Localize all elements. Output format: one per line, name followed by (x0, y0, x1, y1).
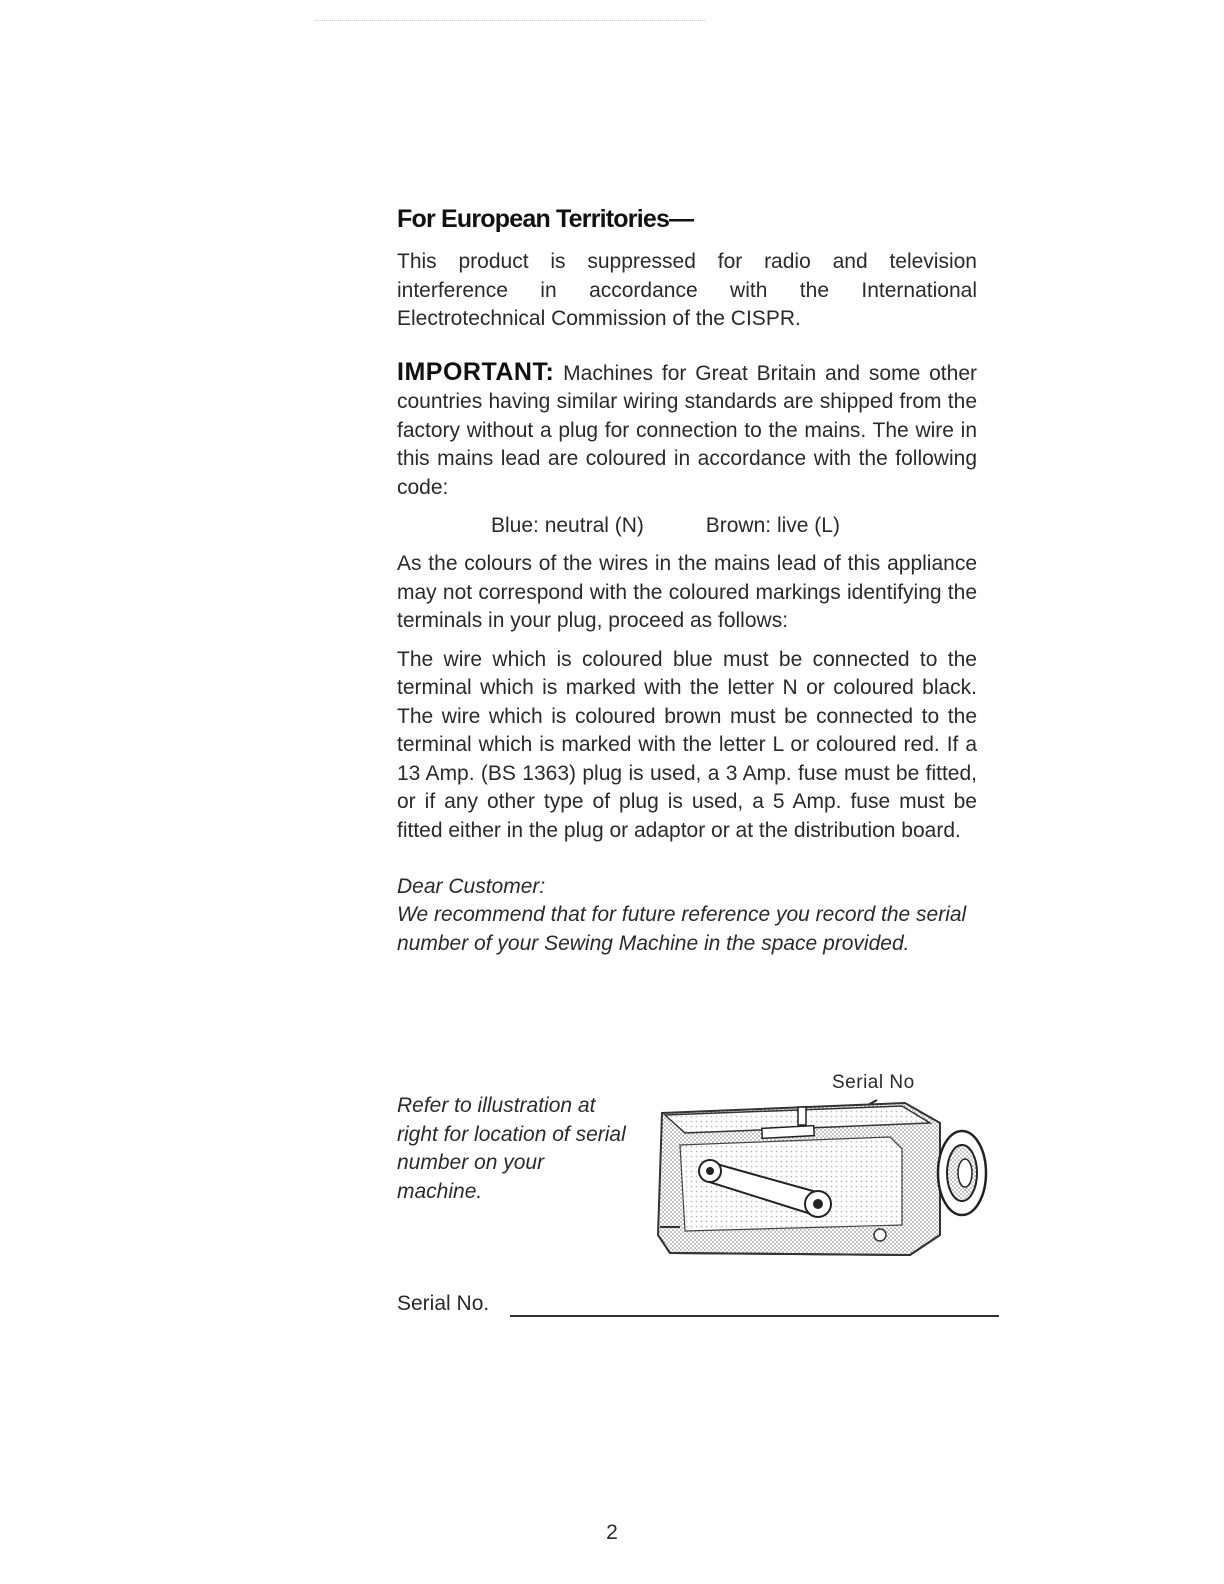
important-paragraph (397, 358, 977, 503)
refer-paragraph: Refer to illustration at right for location of serial number on your machine. (397, 1094, 626, 1203)
wiring-paragraph: The wire which is coloured blue must be connected to the terminal which is marked with the letter N or coloured black. The wire which is coloured brown must be connected to the terminal which is marked with the letter L or coloured red. If a 13 Amp. (BS 1363) plug is used, a 3 Amp. fuse must be fitted, or if any other type of plug is used, a 5 Amp. fuse must be fitted either in the plug or adaptor or at the distribution board. (397, 647, 977, 842)
wire-colour-code (397, 512, 977, 540)
important-label: IMPORTANT: (397, 357, 555, 386)
serial-number-label: Serial No. (397, 1292, 490, 1315)
important-text: Machines for Great Britain and some other countries having similar wiring standards are shipped from the factory without a plug for connection to the mains. The wire in this mains lead are coloured in accordance with the following code: (397, 361, 977, 499)
serial-number-blank-line (510, 1315, 999, 1317)
section-heading: For European Territories— (397, 205, 694, 233)
page-number: 2 (606, 1521, 618, 1544)
code-blue: Blue: neutral (N) (491, 514, 644, 537)
code-brown: Brown: live (L) (705, 514, 840, 537)
suppression-paragraph: This product is suppressed for radio and television interference in accordance with the International Electrotechnical Commission of the CISPR. (397, 250, 977, 330)
colours-paragraph: As the colours of the wires in the mains lead of this appliance may not correspond with the coloured markings identifying the terminals in your plug, proceed as follows: (397, 552, 977, 632)
recommend-paragraph: We recommend that for future reference you record the serial number of your Sewing Machine in the space provided. (397, 903, 967, 955)
customer-greeting: Dear Customer: (397, 875, 546, 898)
main-column (397, 205, 977, 958)
scan-artifact (315, 20, 705, 25)
serial-number-field (397, 1292, 1002, 1322)
sewing-machine-illustration (640, 1085, 990, 1270)
serial-callout-label: Serial No (832, 1072, 915, 1093)
